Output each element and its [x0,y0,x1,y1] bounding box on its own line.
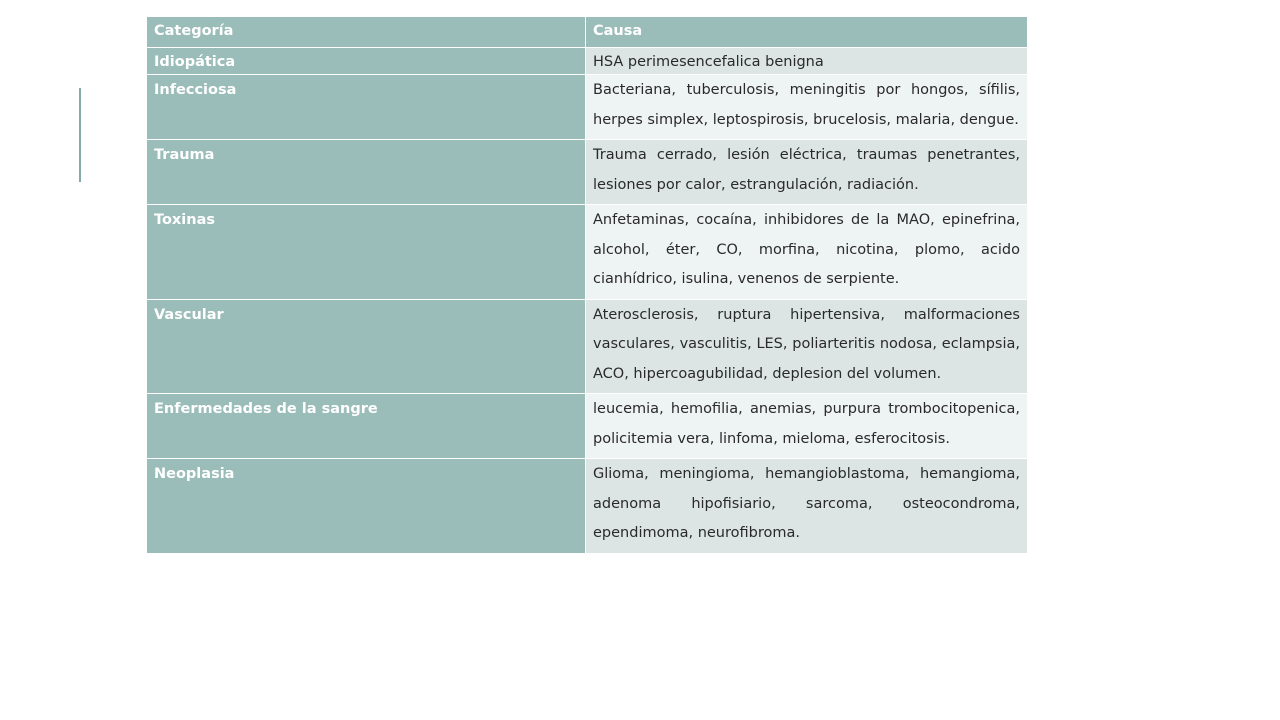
category-cell: Toxinas [147,205,586,300]
header-row [147,17,1028,48]
header-category: Categoría [147,17,586,48]
category-cell: Trauma [147,140,586,205]
category-cell: Neoplasia [147,459,586,554]
table-row [147,394,1028,459]
table-row [147,140,1028,205]
category-cell: Vascular [147,299,586,394]
header-cause: Causa [586,17,1028,48]
category-cell: Enfermedades de la sangre [147,394,586,459]
table-row [147,48,1028,75]
accent-bar [79,88,81,182]
cause-cell: leucemia, hemofilia, anemias, purpura trombocitopenica, policitemia vera, linfoma, mieloma, esferocitosis. [586,394,1028,459]
table-row [147,299,1028,394]
category-cell: Idiopática [147,48,586,75]
causes-table [146,16,1028,554]
table-body [147,48,1028,554]
table-row [147,205,1028,300]
cause-cell: Glioma, meningioma, hemangioblastoma, hemangioma, adenoma hipofisiario, sarcoma, osteocondroma, ependimoma, neurofibroma. [586,459,1028,554]
table-row [147,75,1028,140]
cause-cell: Trauma cerrado, lesión eléctrica, traumas penetrantes, lesiones por calor, estrangulación, radiación. [586,140,1028,205]
table-header [147,17,1028,48]
table-row [147,459,1028,554]
cause-cell: Anfetaminas, cocaína, inhibidores de la MAO, epinefrina, alcohol, éter, CO, morfina, nicotina, plomo, acido cianhídrico, isulina, venenos de serpiente. [586,205,1028,300]
cause-cell: Aterosclerosis, ruptura hipertensiva, malformaciones vasculares, vasculitis, LES, poliarteritis nodosa, eclampsia, ACO, hipercoagubilidad, deplesion del volumen. [586,299,1028,394]
cause-cell: Bacteriana, tuberculosis, meningitis por hongos, sífilis, herpes simplex, leptospirosis, brucelosis, malaria, dengue. [586,75,1028,140]
category-cell: Infecciosa [147,75,586,140]
cause-cell: HSA perimesencefalica benigna [586,48,1028,75]
